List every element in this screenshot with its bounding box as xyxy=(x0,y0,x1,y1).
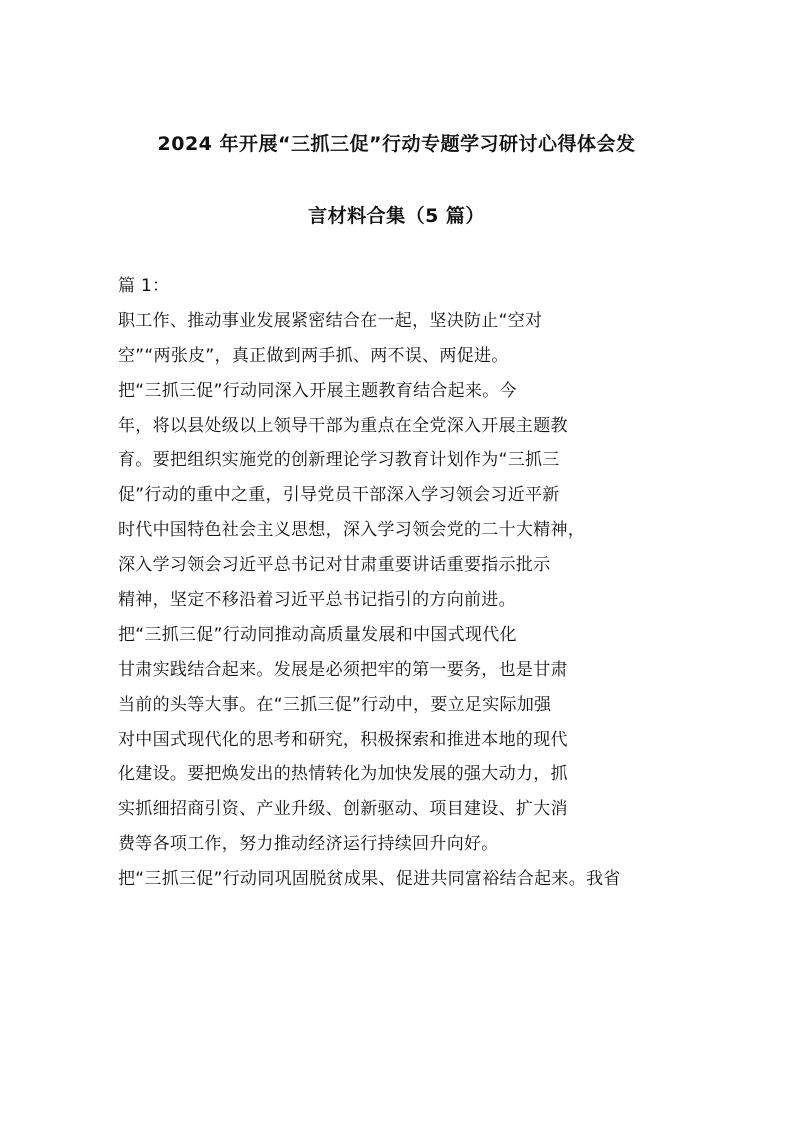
document-title-line-1: 2024 年开展“三抓三促”行动专题学习研讨心得体会发 xyxy=(157,133,636,155)
body-line: 促”行动的重中之重，引导党员干部深入学习领会习近平新 xyxy=(118,485,560,506)
document-title-line-2: 言材料合集（5 篇） xyxy=(308,205,485,227)
body-line: 把“三抓三促”行动同推动高质量发展和中国式现代化 xyxy=(118,624,517,645)
body-line: 深入学习领会习近平总书记对甘肃重要讲话重要指示批示 xyxy=(118,555,551,576)
body-line: 甘肃实践结合起来。发展是必须把牢的第一要务，也是甘肃 xyxy=(118,659,568,680)
body-line: 育。要把组织实施党的创新理论学习教育计划作为“三抓三 xyxy=(118,450,560,471)
body-line: 实抓细招商引资、产业升级、创新驱动、项目建设、扩大消 xyxy=(118,799,568,820)
body-line: 化建设。要把焕发出的热情转化为加快发展的强大动力，抓 xyxy=(118,764,568,785)
body-line: 精神，坚定不移沿着习近平总书记指引的方向前进。 xyxy=(118,590,516,611)
body-line: 当前的头等大事。在“三抓三促”行动中，要立足实际加强 xyxy=(118,694,552,715)
body-line: 年，将以县处级以上领导干部为重点在全党深入开展主题教 xyxy=(118,415,568,436)
body-line: 费等各项工作，努力推动经济运行持续回升向好。 xyxy=(118,834,499,855)
body-line: 职工作、推动事业发展紧密结合在一起，坚决防止“空对 xyxy=(118,310,543,331)
body-line: 时代中国特色社会主义思想，深入学习领会党的二十大精神， xyxy=(118,520,586,541)
body-line: 对中国式现代化的思考和研究，积极探索和推进本地的现代 xyxy=(118,729,568,750)
body-line: 把“三抓三促”行动同巩固脱贫成果、促进共同富裕结合起来。我省 xyxy=(118,869,621,890)
document-body xyxy=(118,274,678,902)
body-line: 把“三抓三促”行动同深入开展主题教育结合起来。今 xyxy=(118,380,517,401)
section-heading: 篇 1： xyxy=(118,276,170,296)
body-line: 空”“两张皮”，真正做到两手抓、两不误、两促进。 xyxy=(118,345,509,366)
